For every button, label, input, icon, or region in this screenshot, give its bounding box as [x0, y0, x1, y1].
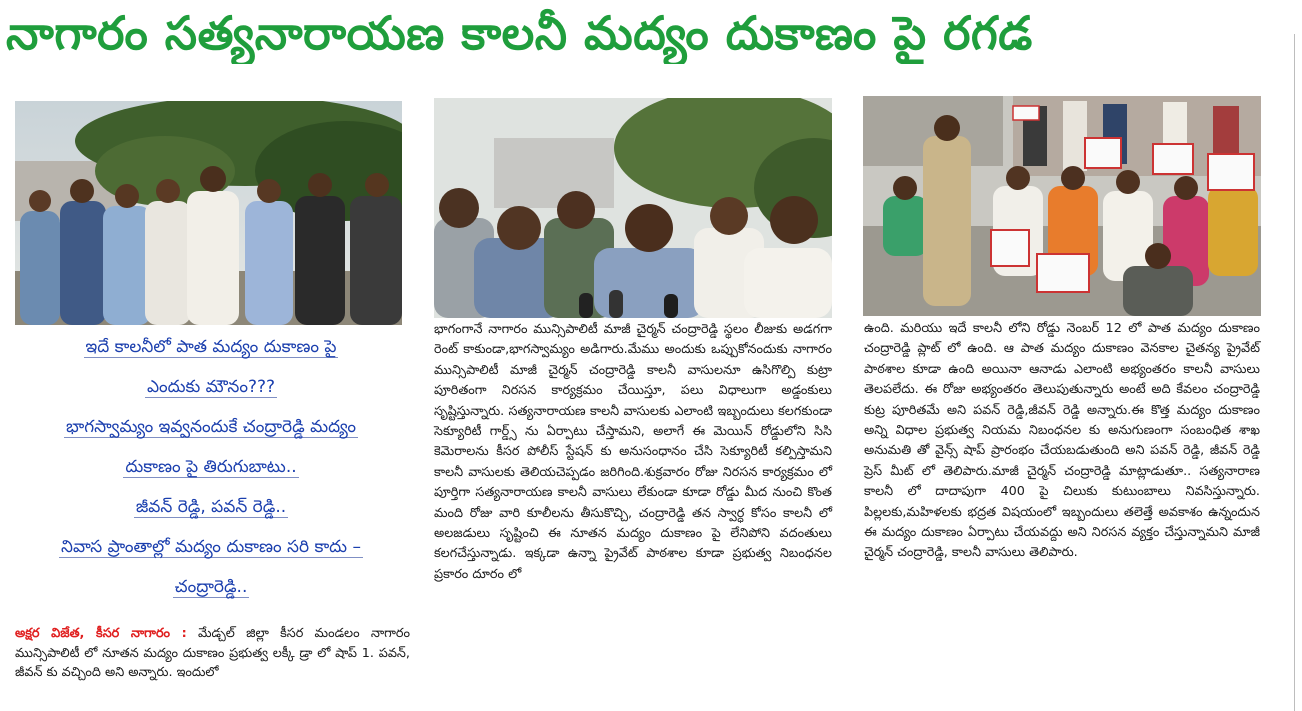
- callout-line: ఇదే కాలనీలో పాత మద్యం దుకాణం పై: [85, 337, 337, 357]
- article-col-1: [15, 624, 410, 683]
- photo-press-meet: [434, 98, 832, 318]
- article-col-3: [864, 319, 1260, 564]
- callout-line: దుకాణం పై తిరుగుబాటు..: [125, 457, 297, 477]
- photo-group-standing: [15, 101, 402, 325]
- article-text-col-3: ఉంది. మరియు ఇదే కాలనీ లోని రోడ్డు నెంబర్ 12 లో పాత మద్యం దుకాణం చంద్రారెడ్డి ప్లాట్ లో ఉంది. ఆ పాత మద్యం దుకాణం వెనకాల చైతన్య ప్రైవేట్ పాఠశాల కూడా ఉంది అయినా ఆనాడు ఎలాంటి అభ్యంతరం కాలనీ వాసులు తెలపలేదు. ఈ రోజు అభ్యంతరం తెలుపుతున్నారు అంటే అది కేవలం చంద్రారెడ్డి కుట్ర పూరితమే అని పవన్ రెడ్డి,జీవన్ రెడ్డి అన్నారు.ఈ కొత్త మద్యం దుకాణం అన్ని విధాల ప్రభుత్వ నియమ నిబంధనల కు అనుగుణంగా సంబంధిత శాఖ అనుమతి తో వైన్స్ షాప్ ప్రారంభం చేయబడుతుంది అని పవన్ రెడ్డి, జీవన్ రెడ్డి ప్రెస్ మీట్ లో తెలిపారు.మాజీ చైర్మన్ చంద్రారెడ్డి మాట్లాడుతూ.. సత్యనారాణ కాలనీ లో దాదాపుగా 400 పై చిలుకు కుటుంబాలు నివసిస్తున్నారు. పిల్లలకు,మహిళలకు భద్రత విషయంలో ఇబ్బందులు తలెత్తే అవకాశం ఉన్నందున ఈ మద్యం దుకాణం ఏర్పాటు చేయవద్దు అని నిరసన వ్యక్తం చేస్తున్నామని మాజీ చైర్మన్ చంద్రారెడ్డి, కాలనీ వాసులు తెలిపారు.: [864, 321, 1260, 561]
- photo-protest-sit-in: [863, 96, 1261, 316]
- callout-line: నివాస ప్రాంతాల్లో మద్యం దుకాణం సరి కాదు –: [61, 537, 361, 557]
- article-text-col-2: భాగంగానే నాగారం మున్సిపాలిటీ మాజీ చైర్మన్ చంద్రారెడ్డి స్థలం లీజుకు అడగగా రెంట్ కాకుండా,భాగస్వామ్యం అడిగారు.మేము అందుకు ఒప్పుకోనందుకు నాగారం మున్సిపాలిటీ మాజీ చైర్మన్ చంద్రారెడ్డి కాలనీ వాసులనూ ఉసిగొల్పి కుట్రా పూరితంగా నిరసన కార్యక్రమం చేయిస్తూ, పలు విధాలుగా అడ్డంకులు సృష్టిస్తున్నారు. సత్యనారాయణ కాలనీ వాసులకు ఎలాంటి ఇబ్బందులు కలగకుండా సెక్యూరిటీ గార్డ్స్ ను ఏర్పాటు చేస్తామని, అలాగే ఈ మెయిన్ రోడ్డులోని సిసి కెమెరాలను కీసర పోలీస్ స్టేషన్ కు అనుసంధానం చేసి సెక్యూరిటీ కల్పిస్తామని కాలనీ వాసులకు తెలియచెప్పడం జరిగింది.శుక్రవారం రోజు నిరసన కార్యక్రమం లో పూర్తిగా సత్యనారాయణ కాలనీ వాసులు లేకుండా కూడా రోడ్డు మీద నుంచి కొంత మంది రోజు వారి కూలీలను తీసుకొచ్చి, చంద్రారెడ్డి తన స్వార్ధ కోసం కాలనీ లో అలజడులు సృష్టించి ఈ నూతన మద్యం దుకాణం పై లేనిపోని వదంతులు కలగచేస్తున్నాడు. ఇక్కడా ఉన్నా ప్రైవేట్ పాఠశాల కూడా ప్రభుత్వ నిబంధనల ప్రకారం దూరం లో: [434, 322, 832, 582]
- callout-line: భాగస్వామ్యం ఇవ్వనందుకే చంద్రారెడ్డి మద్యం: [66, 417, 356, 437]
- headline: నాగారం సత్యనారాయణ కాలనీ మద్యం దుకాణం పై రగడ: [6, 6, 1033, 60]
- article-col-2: [434, 320, 832, 585]
- callout-line: జీవన్ రెడ్డి, పవన్ రెడ్డి..: [135, 497, 287, 517]
- callout-quotes: [10, 328, 412, 608]
- callout-line: ఎందుకు మౌనం???: [146, 377, 276, 397]
- column-rule: [1294, 34, 1295, 711]
- article-text-col-1: మేడ్చల్ జిల్లా కీసర మండలం నాగారం మున్సిపాలిటీ లో నూతన మద్యం దుకాణం ప్రభుత్వ లక్కీ డ్రా లో షాప్ 1. పవన్, జీవన్ కు వచ్చింది అని అన్నారు. ఇందులో: [15, 626, 410, 680]
- byline: అక్షర విజేత, కీసర నాగారం :: [15, 626, 187, 641]
- callout-line: చంద్రారెడ్డి..: [174, 577, 248, 597]
